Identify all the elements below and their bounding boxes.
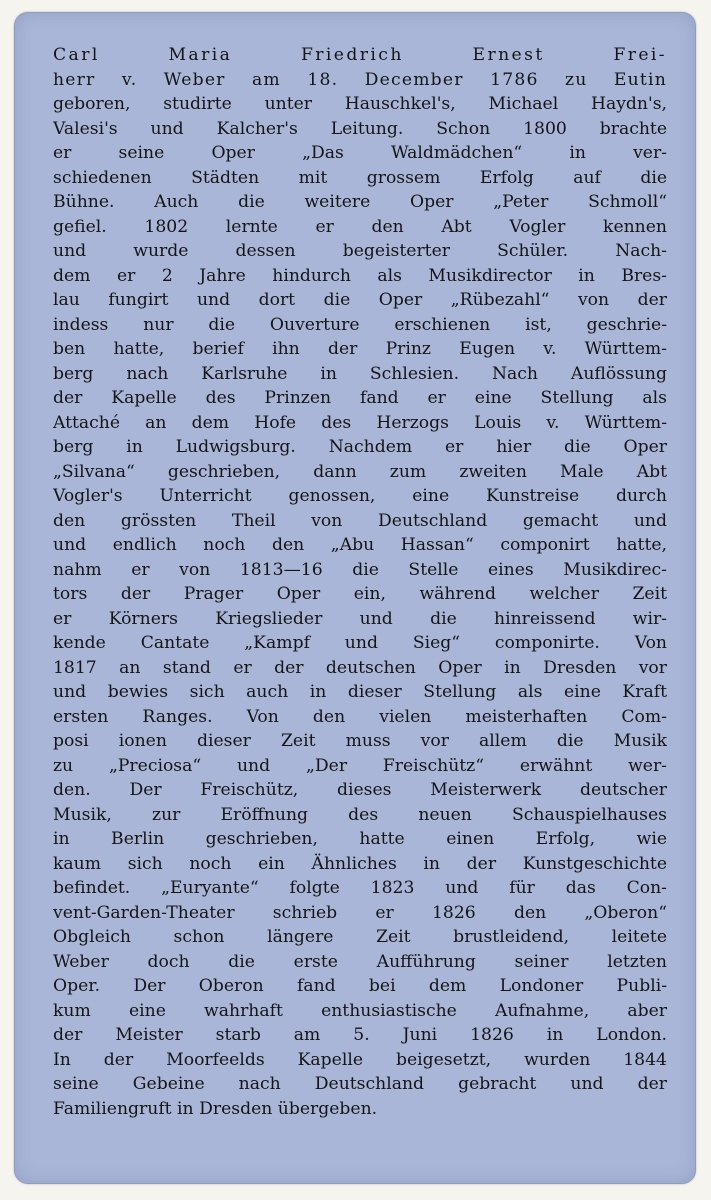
- text-line: „Silvana“ geschrieben, dann zum zweiten Male Abt: [53, 461, 667, 482]
- text-line: Oper. Der Oberon fand bei dem Londoner Publi-: [53, 976, 667, 996]
- text-line: nahm er von 1813—16 die Stelle eines Musikdirec-: [53, 559, 667, 580]
- text-line: den. Der Freischütz, dieses Meisterwerk deutscher: [53, 780, 667, 800]
- text-line: zu „Preciosa“ und „Der Freischütz“ erwähnt wer-: [53, 755, 667, 776]
- text-line: der Meister starb am 5. Juni 1826 in London.: [53, 1025, 667, 1045]
- text-line: Bühne. Auch die weitere Oper „Peter Schmoll“: [53, 192, 667, 212]
- text-line: In der Moorfeelds Kapelle beigesetzt, wurden 1844: [53, 1049, 667, 1070]
- text-line: und endlich noch den „Abu Hassan“ componirt hatte,: [53, 535, 667, 555]
- text-line: geboren, studirte unter Hauschkel's, Michael Haydn's,: [53, 94, 667, 114]
- text-line: lau fungirt und dort die Oper „Rübezahl“ von der: [53, 290, 667, 310]
- text-line: kaum sich noch ein Ähnliches in der Kunstgeschichte: [53, 853, 667, 874]
- text-line: ersten Ranges. Von den vielen meisterhaften Com-: [53, 706, 667, 727]
- text-line: indess nur die Ouverture erschienen ist, geschrie-: [53, 314, 667, 335]
- text-line: und wurde dessen begeisterter Schüler. Nach-: [53, 241, 667, 261]
- text-line: in Berlin geschrieben, hatte einen Erfolg, wie: [53, 829, 667, 849]
- text-line: Valesi's und Kalcher's Leitung. Schon 1800 brachte: [53, 118, 667, 139]
- text-line: ben hatte, berief ihn der Prinz Eugen v. Württem-: [53, 339, 667, 359]
- text-line: vent-Garden-Theater schrieb er 1826 den „Oberon“: [53, 902, 667, 923]
- text-line: dem er 2 Jahre hindurch als Musikdirector in Bres-: [53, 265, 667, 286]
- text-line: 1817 an stand er der deutschen Oper in Dresden vor: [53, 657, 667, 678]
- text-line: posi ionen dieser Zeit muss vor allem die Musik: [53, 731, 667, 751]
- text-line: Vogler's Unterricht genossen, eine Kunstreise durch: [53, 486, 667, 506]
- text-line: Carl Maria Friedrich Ernest Frei-: [53, 45, 667, 65]
- text-line: den grössten Theil von Deutschland gemacht und: [53, 510, 667, 531]
- text-line: tors der Prager Oper ein, während welcher Zeit: [53, 584, 667, 604]
- biography-text: [53, 43, 667, 1121]
- text-line: Familiengruft in Dresden übergeben.: [53, 1098, 378, 1119]
- text-line: berg nach Karlsruhe in Schlesien. Nach Auflössung: [53, 363, 667, 384]
- text-line: Musik, zur Eröffnung des neuen Schauspielhauses: [53, 804, 667, 825]
- text-line: kum eine wahrhaft enthusiastische Aufnahme, aber: [53, 1000, 667, 1021]
- text-line: er Körners Kriegslieder und die hinreissend wir-: [53, 608, 667, 629]
- text-line: herr v. Weber am 18. December 1786 zu Eutin: [53, 69, 667, 90]
- text-line: er seine Oper „Das Waldmädchen“ in ver-: [53, 143, 667, 163]
- text-line: schiedenen Städten mit grossem Erfolg auf die: [53, 167, 667, 188]
- text-line: Attaché an dem Hofe des Herzogs Louis v. Württem-: [53, 412, 667, 433]
- text-line: berg in Ludwigsburg. Nachdem er hier die Oper: [53, 437, 667, 457]
- text-line: Weber doch die erste Aufführung seiner letzten: [53, 951, 667, 972]
- biography-card: [14, 12, 696, 1184]
- text-line: und bewies sich auch in dieser Stellung als eine Kraft: [53, 682, 667, 702]
- text-line: seine Gebeine nach Deutschland gebracht und der: [53, 1074, 667, 1094]
- text-line: Obgleich schon längere Zeit brustleidend, leitete: [53, 927, 667, 947]
- text-line: der Kapelle des Prinzen fand er eine Stellung als: [53, 388, 667, 408]
- text-line: gefiel. 1802 lernte er den Abt Vogler kennen: [53, 216, 667, 237]
- text-line: befindet. „Euryante“ folgte 1823 und für das Con-: [53, 878, 667, 898]
- text-line: kende Cantate „Kampf und Sieg“ componirte. Von: [53, 633, 667, 653]
